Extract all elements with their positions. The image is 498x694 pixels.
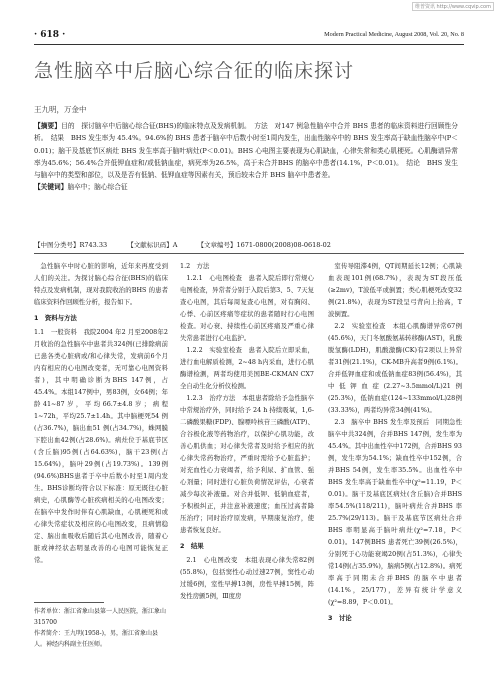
article-number: 【文章编号】1671-0800(2008)08-0618-02 <box>197 241 331 249</box>
column-3 <box>328 260 462 626</box>
body-paragraph: 1.2.2 实验室检查 患者入院后立即采血，进行血电解质检测，2~48 h内采血，进行心肌酶谱检测，两者均使用美国BE-CKMAN CX7全自动生化分析仪检测。 <box>180 346 314 390</box>
body-paragraph: 2.3 脑卒中 BHS 发生率及预后 同期急性脑卒中共324例，合并BHS 147例，发生率为45.4%。其中出血性卒中172例，合并BHS 93例，发生率为54.1%；缺血性卒中152例，合并BHS 54例，发生率35.5%。出血性卒中BHS 发生率高于缺血性卒中(χ²=11.19，P＜0.01)。脑干及基底区病灶(含丘脑)合并BHS 率54.5%(118/211)，脑叶病灶合并BHS 率25.7%(29/113)。脑干及基底节区病灶合并BHS 率明显高于脑叶病灶(χ²=7.18，P＜0.01)。147例BHS 患者死亡39例(26.5%)，分别死于心功能衰竭20例(占51.3%)，心律失常14例(占35.9%)，脑病5例(占12.8%)。病死率高于同期未合并BHS 的脑卒中患者(14.1%，25/177)，差异有统计学意义(χ²=8.89，P＜0.01)。 <box>328 418 462 606</box>
column-1 <box>34 260 168 566</box>
abstract-paragraph <box>34 120 458 181</box>
page-number: · 618 · <box>34 30 66 40</box>
footnote-rule <box>34 602 104 603</box>
body-paragraph: 2.2 实验室检查 本组心肌酶谱异常67例(45.6%)，天门冬氨酸氨基转移酶(AST)，乳酸脱氢酶(LDH)，肌酸激酶(CK)有2项以上异常者31例(21.1%)，CK-MB升高者9例(6.1%)。合并低钾血症和或低钠血症83例(56.4%)，其中低钾血症(2.27~3.5mmol/L)21例(25.3%)，低钠血症(124~133mmol/L)28例(33.33%)，两者均异常34例(41%)。 <box>328 322 462 414</box>
body-paragraph: 急性脑卒中时心脏的影响，近年来再度受到人们的关注。为探讨脑心综合征(BHS)的临床特点及发病机制，现对我院收治的BHS 的患者临床资料作回顾性分析，报告如下。 <box>34 262 168 306</box>
body-paragraph: 1.2 方法 <box>180 262 210 270</box>
watermark: 维普资讯 http://www.cqvip.com <box>412 2 494 11</box>
article-title: 急性脑卒中后脑心综合征的临床探讨 <box>34 60 355 82</box>
journal-name: Modern Practical Medicine, August 2008, Vol. 20, No. 8 <box>324 31 464 38</box>
keywords-text: 脑卒中；脑心综合征 <box>67 183 128 192</box>
clc-code: 【中图分类号】R743.33 <box>34 241 108 249</box>
abstract-text: 目的 探讨脑卒中后脑心综合征(BHS)的临床特点及发病机制。 方法 对147 例急性脑卒中合并 BHS 患者的临床资料进行回顾性分析。 结果 BHS 发生率为 45.4%。94.6%的 BHS 患者于脑卒中后数小时至1周内发生，出血性脑卒中的 BHS 发生率高于缺血性脑卒中(P＜0.01)；脑干及基底节区病灶 BHS 发生率高于脑叶病灶(P＜0.01)。BHS 心电图主要表现为心肌缺血，心律失常和类心肌梗死。心肌酶谱异常率为45.6%；56.4%合并低钾血症和/或低钠血症，病死率为26.5%，高于未合并BHS 的脑卒中患者(14.1%，P＜0.01)。 结论 BHS 发生与脑卒中的类型和部位，以及是否有低钠、低钾血症等因素有关，预后较未合并 BHS 脑卒中患者差。 <box>34 122 458 180</box>
body-paragraph: 1.1 一般资料 我院2004 年2 月至2008年2 月收治的急性脑卒中患者共324例(已排除病前已患各类心脏病或/和心律失常，发病前6个月内有相应的心电图改变者，无可靠心电图资料者)，其中明确诊断为BHS 147例，占45.4%。本组147例中，男83例，女64例；年龄41~87岁，平均66.7±4.8岁；病程1~72h，平均25.7±1.4h。其中脑梗死54 例(占36.7%)，脑出血51 例(占34.7%)，蛛网膜下腔出血42例(占28.6%)。病灶位于基底节区(含丘脑)95例(占64.63%)，脑干23例(占15.64%)，脑叶29例(占19.73%)。139例(94.6%)BHS患者于卒中后数小时至1周内发生。BHS诊断均符合以下标准：原无既往心脏病史，心肌酶等心脏疾病相关的心电图改变；在脑卒中发作时伴有心肌缺血，心肌梗死和或心律失常症状及相应的心电图改变，且病情稳定、脑出血吸收后随后其心电图改善，随着心脏或神经状态明显改善的心电图可能恢复正常。 <box>34 328 168 564</box>
article-authors: 王九明，万金中 <box>34 105 87 114</box>
column-2 <box>180 260 314 602</box>
body-paragraph: 室传导阻滞4例，QT间期延长12例；心肌缺血表现101例(68.7%)，表现为ST段压低(≥2mv)，T波低平或倒置；类心肌梗死改变32例(21.8%)，表现为ST段呈弓背向上抬高，T波倒置。 <box>328 262 462 318</box>
page-header <box>34 30 464 44</box>
body-paragraph: 2.1 心电图改变 本组表现心律失常82例(55.8%)，包括窦性心动过速27例，窦性心动过缓6例，室性早搏13例，房性早搏15例，阵发性房颤5例，Ⅲ度房 <box>180 556 314 600</box>
header-rule <box>34 44 464 45</box>
abstract-rule <box>34 253 464 254</box>
body-paragraph: 1.2.3 治疗方法 本组患者除给予急性脑卒中常规治疗外，同时给予 24 h 持续吸氧，1,6-二磷酸果糖(FDP)、腺嘌呤核苷三磷酸(ATP)、合谷极化液等药物治疗，以保护心肌功能，改善心肌供血；对心律失常者及时给予相应的抗心律失常药物治疗，严重时需给予心脏监护；对充血性心力衰竭者，给予利尿、扩血管、强心剂量；同时进行心脏负荷情况评估，心衰者减少每次补液量。对合并低钾、低钠血症者，予积极纠正，并注意补液速度；血压过高者降压治疗；同时治疗原发病，早期康复治疗，使患者恢复良好。 <box>180 394 314 534</box>
classification-line <box>34 240 458 249</box>
abstract <box>34 120 458 194</box>
footnote <box>34 606 168 650</box>
abstract-label: 【摘要】 <box>34 122 62 130</box>
section-heading: 1 资料与方法 <box>34 314 77 322</box>
author-bio: 作者简介：王九明(1958-)，男，浙江省象山县人。神经内科副主任医师。 <box>34 630 158 648</box>
section-heading: 3 讨论 <box>328 614 352 622</box>
author-unit: 作者单位：浙江省象山县第一人民医院，浙江象山 315700 <box>34 608 167 626</box>
body-columns <box>34 260 466 660</box>
document-code: 【文献标识码】A <box>127 241 178 249</box>
section-heading: 2 结果 <box>180 542 204 550</box>
body-paragraph: 1.2.1 心电图检查 患者入院后即行常规心电图检查，异常者分别于入院后第3、5、7天复查心电图，其后每周复查心电图，对有胸闷、心悸、心前区疼痛等症状的患者随时行心电图检查。对心衰、持续性心前区疼痛及严重心律失常患者进行心电监护。 <box>180 274 314 342</box>
keywords-label: 【关键词】 <box>34 183 68 192</box>
keywords-paragraph <box>34 181 458 193</box>
